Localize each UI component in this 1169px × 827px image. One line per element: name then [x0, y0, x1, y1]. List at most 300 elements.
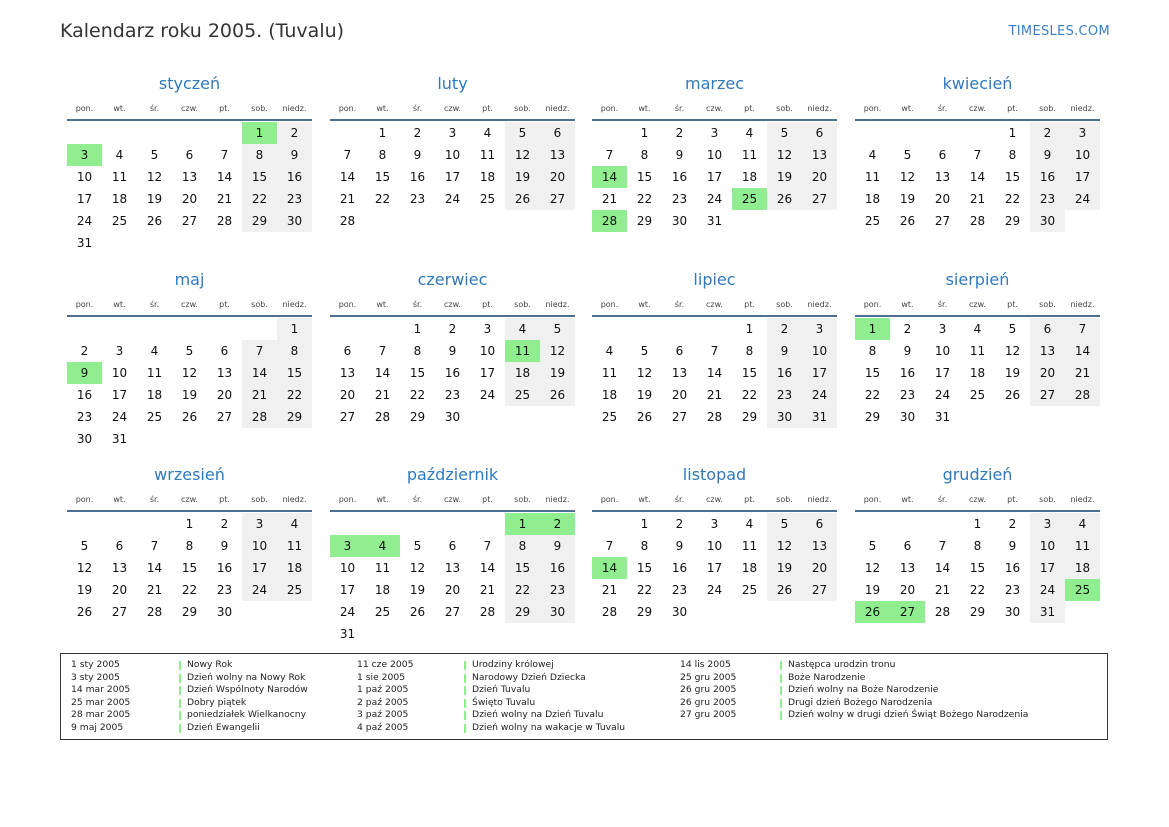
- day-cell: 20: [802, 166, 837, 188]
- holiday-name: Dzień wolny na wakacje w Tuvalu: [472, 721, 626, 733]
- holiday-name: Następca urodzin tronu: [788, 659, 896, 670]
- day-cell: 20: [540, 166, 575, 188]
- day-cell: 23: [444, 388, 461, 402]
- day-cell: 29: [741, 410, 758, 424]
- month-name: wrzesień: [154, 465, 225, 484]
- day-cell: 21: [601, 583, 618, 597]
- month-8: [855, 270, 1100, 470]
- weekday-header: śr.: [149, 495, 160, 504]
- day-cell: 3: [710, 517, 719, 531]
- day-cell: 15: [864, 366, 881, 380]
- legend-row: [71, 659, 351, 672]
- weekday-header: sob.: [1039, 300, 1056, 309]
- weekday-header: sob.: [776, 104, 793, 113]
- day-cell: 23: [76, 410, 93, 424]
- day-cell: 19: [146, 192, 163, 206]
- day-cell: 23: [671, 192, 688, 206]
- day-cell: 30: [1030, 210, 1065, 232]
- day-cell: 7: [710, 344, 719, 358]
- day-cell: 19: [1004, 366, 1021, 380]
- day-cell: 30: [1004, 605, 1021, 619]
- month-name: styczeń: [158, 74, 221, 93]
- day-cell: 25: [277, 579, 312, 601]
- day-cell: 21: [242, 384, 277, 406]
- day-cell: 2: [448, 322, 457, 336]
- day-cell: 25: [601, 410, 618, 424]
- day-cell: 3: [1030, 513, 1065, 535]
- legend-row: [71, 722, 351, 735]
- holiday-date: 2 paź 2005: [357, 696, 409, 708]
- day-cell: 28: [706, 410, 723, 424]
- day-cell: 18: [741, 170, 758, 184]
- day-cell: 23: [409, 192, 426, 206]
- page-title: Kalendarz roku 2005. (Tuvalu): [60, 20, 345, 42]
- holiday-name: Dzień wolny na Dzień Tuvalu: [472, 709, 604, 721]
- day-cell: 6: [220, 344, 229, 358]
- legend-row: [357, 659, 637, 672]
- day-cell: 15: [409, 366, 426, 380]
- day-cell: 2: [80, 344, 89, 358]
- day-cell: 24: [934, 388, 951, 402]
- day-cell: 31: [934, 410, 951, 424]
- day-cell: 13: [339, 366, 356, 380]
- legend-column: [357, 659, 637, 735]
- day-cell: 28: [242, 406, 277, 428]
- day-cell: 19: [767, 557, 802, 579]
- day-cell: 8: [413, 344, 422, 358]
- day-cell: 29: [1004, 214, 1021, 228]
- day-cell: 22: [181, 583, 198, 597]
- weekday-header: pon.: [338, 104, 357, 113]
- day-cell: 24: [339, 605, 356, 619]
- day-cell: 15: [741, 366, 758, 380]
- weekday-header: czw.: [969, 495, 986, 504]
- holiday-day-cell: 26: [855, 601, 890, 623]
- day-cell: 27: [111, 605, 128, 619]
- weekday-header: czw.: [444, 104, 461, 113]
- day-cell: 16: [277, 166, 312, 188]
- day-cell: 10: [111, 366, 128, 380]
- holiday-day-cell: 11: [505, 340, 540, 362]
- day-cell: 5: [540, 318, 575, 340]
- day-cell: 5: [767, 513, 802, 535]
- holiday-day-cell: 3: [67, 144, 102, 166]
- day-cell: 14: [934, 561, 951, 575]
- day-cell: 17: [444, 170, 461, 184]
- day-cell: 29: [864, 410, 881, 424]
- day-cell: 3: [710, 126, 719, 140]
- holiday-marker: [464, 724, 466, 733]
- day-cell: 11: [374, 561, 391, 575]
- day-cell: 6: [448, 539, 457, 553]
- day-cell: 9: [448, 344, 457, 358]
- holiday-name: Urodziny królowej: [472, 659, 554, 670]
- day-cell: 19: [409, 583, 426, 597]
- day-cell: 11: [741, 539, 758, 553]
- weekday-header: śr.: [674, 300, 685, 309]
- day-cell: 31: [339, 627, 356, 641]
- day-cell: 20: [899, 583, 916, 597]
- holiday-name: poniedziałek Wielkanocny: [187, 709, 307, 721]
- holiday-date: 25 mar 2005: [71, 696, 131, 708]
- holiday-name: Dzień wolny na Nowy Rok: [187, 671, 306, 683]
- weekday-header: niedz.: [1070, 300, 1095, 309]
- day-cell: 17: [339, 583, 356, 597]
- day-cell: 2: [1008, 517, 1017, 531]
- day-cell: 16: [1004, 561, 1021, 575]
- day-cell: 4: [745, 517, 754, 531]
- day-cell: 1: [277, 318, 312, 340]
- weekday-header: czw.: [181, 104, 198, 113]
- holiday-marker: [179, 661, 181, 670]
- day-cell: 12: [1004, 344, 1021, 358]
- day-cell: 28: [934, 605, 951, 619]
- day-cell: 29: [636, 605, 653, 619]
- day-cell: 18: [601, 388, 618, 402]
- day-cell: 16: [409, 170, 426, 184]
- day-cell: 26: [146, 214, 163, 228]
- day-cell: 21: [479, 583, 496, 597]
- day-cell: 16: [671, 170, 688, 184]
- day-cell: 29: [181, 605, 198, 619]
- legend-row: [680, 709, 1100, 722]
- day-cell: 28: [969, 214, 986, 228]
- day-cell: 5: [1008, 322, 1017, 336]
- day-cell: 22: [1004, 192, 1021, 206]
- legend-row: [357, 722, 637, 735]
- day-cell: 11: [111, 170, 128, 184]
- day-cell: 20: [802, 557, 837, 579]
- legend-column: [71, 659, 351, 735]
- day-cell: 26: [767, 579, 802, 601]
- day-cell: 15: [969, 561, 986, 575]
- day-cell: 2: [277, 122, 312, 144]
- day-cell: 15: [242, 166, 277, 188]
- day-cell: 13: [111, 561, 128, 575]
- day-cell: 23: [216, 583, 233, 597]
- holiday-day-cell: 14: [592, 166, 627, 188]
- day-cell: 20: [444, 583, 461, 597]
- day-cell: 24: [111, 410, 128, 424]
- day-cell: 24: [802, 384, 837, 406]
- holiday-marker: [464, 699, 466, 708]
- day-cell: 3: [115, 344, 124, 358]
- day-cell: 1: [413, 322, 422, 336]
- weekday-header: śr.: [674, 104, 685, 113]
- weekday-header: pt.: [1007, 300, 1018, 309]
- holiday-name: Dzień wolny na Boże Narodzenie: [788, 684, 939, 696]
- day-cell: 25: [864, 214, 881, 228]
- weekday-header: pon.: [863, 104, 882, 113]
- legend-row: [71, 672, 351, 685]
- weekday-header: pon.: [600, 300, 619, 309]
- day-cell: 21: [934, 583, 951, 597]
- legend-row: [680, 684, 1100, 697]
- day-cell: 1: [745, 322, 754, 336]
- brand-link[interactable]: TIMESLES.COM: [1008, 24, 1110, 39]
- holiday-name: Dzień Wspólnoty Narodów: [187, 684, 308, 696]
- weekday-header: sob.: [251, 104, 268, 113]
- holiday-date: 1 paź 2005: [357, 684, 409, 696]
- day-cell: 25: [969, 388, 986, 402]
- day-cell: 5: [185, 344, 194, 358]
- day-cell: 4: [1065, 513, 1100, 535]
- day-cell: 30: [76, 432, 93, 446]
- month-divider: [67, 510, 312, 512]
- day-cell: 14: [969, 170, 986, 184]
- day-cell: 16: [767, 362, 802, 384]
- weekday-header: czw.: [181, 495, 198, 504]
- day-cell: 3: [448, 126, 457, 140]
- day-cell: 16: [899, 366, 916, 380]
- weekday-header: czw.: [706, 495, 723, 504]
- holiday-date: 9 maj 2005: [71, 721, 124, 733]
- holiday-day-cell: 9: [67, 362, 102, 384]
- holiday-legend: [60, 653, 1108, 740]
- weekday-header: wt.: [376, 300, 389, 309]
- weekday-header: niedz.: [282, 495, 307, 504]
- day-cell: 13: [1030, 340, 1065, 362]
- day-cell: 23: [767, 384, 802, 406]
- day-cell: 25: [741, 583, 758, 597]
- day-cell: 18: [111, 192, 128, 206]
- day-cell: 15: [181, 561, 198, 575]
- legend-row: [71, 684, 351, 697]
- day-cell: 27: [934, 214, 951, 228]
- day-cell: 3: [242, 513, 277, 535]
- day-cell: 28: [479, 605, 496, 619]
- day-cell: 3: [1065, 122, 1100, 144]
- day-cell: 12: [146, 170, 163, 184]
- day-cell: 1: [1008, 126, 1017, 140]
- weekday-header: pt.: [219, 495, 230, 504]
- month-7: [592, 270, 837, 470]
- holiday-name: Nowy Rok: [187, 659, 233, 670]
- holiday-date: 3 sty 2005: [71, 671, 120, 683]
- day-cell: 20: [339, 388, 356, 402]
- day-cell: 7: [343, 148, 352, 162]
- day-cell: 9: [675, 148, 684, 162]
- day-cell: 22: [864, 388, 881, 402]
- day-cell: 24: [444, 192, 461, 206]
- legend-row: [357, 709, 637, 722]
- day-cell: 6: [802, 122, 837, 144]
- day-cell: 27: [181, 214, 198, 228]
- day-cell: 21: [706, 388, 723, 402]
- day-cell: 16: [444, 366, 461, 380]
- weekday-header: pt.: [1007, 495, 1018, 504]
- weekday-header: wt.: [901, 104, 914, 113]
- day-cell: 8: [868, 344, 877, 358]
- weekday-header: śr.: [937, 300, 948, 309]
- day-cell: 31: [802, 406, 837, 428]
- weekday-header: wt.: [376, 104, 389, 113]
- day-cell: 11: [864, 170, 881, 184]
- holiday-date: 25 gru 2005: [680, 671, 737, 683]
- holiday-name: Boże Narodzenie: [788, 671, 866, 683]
- weekday-header: niedz.: [545, 300, 570, 309]
- day-cell: 14: [706, 366, 723, 380]
- day-cell: 13: [802, 144, 837, 166]
- holiday-marker: [464, 661, 466, 670]
- day-cell: 6: [343, 344, 352, 358]
- day-cell: 5: [640, 344, 649, 358]
- holiday-marker: [780, 711, 782, 720]
- holiday-date: 26 gru 2005: [680, 696, 737, 708]
- day-cell: 14: [374, 366, 391, 380]
- day-cell: 10: [934, 344, 951, 358]
- day-cell: 7: [242, 340, 277, 362]
- weekday-header: śr.: [674, 495, 685, 504]
- month-divider: [592, 510, 837, 512]
- month-3: [592, 74, 837, 274]
- holiday-marker: [179, 724, 181, 733]
- day-cell: 17: [706, 170, 723, 184]
- day-cell: 17: [1030, 557, 1065, 579]
- day-cell: 17: [802, 362, 837, 384]
- holiday-date: 14 mar 2005: [71, 684, 131, 696]
- month-divider: [855, 510, 1100, 512]
- holiday-day-cell: 1: [505, 513, 540, 535]
- day-cell: 12: [767, 535, 802, 557]
- weekday-header: niedz.: [545, 104, 570, 113]
- month-divider: [330, 510, 575, 512]
- day-cell: 5: [80, 539, 89, 553]
- holiday-day-cell: 4: [365, 535, 400, 557]
- weekday-header: śr.: [412, 495, 423, 504]
- day-cell: 4: [150, 344, 159, 358]
- day-cell: 17: [706, 561, 723, 575]
- day-cell: 26: [181, 410, 198, 424]
- month-name: maj: [174, 270, 205, 289]
- day-cell: 25: [479, 192, 496, 206]
- weekday-header: niedz.: [1070, 104, 1095, 113]
- day-cell: 27: [444, 605, 461, 619]
- day-cell: 4: [868, 148, 877, 162]
- weekday-header: pon.: [75, 495, 94, 504]
- holiday-name: Dzień Ewangelii: [187, 721, 260, 733]
- day-cell: 20: [111, 583, 128, 597]
- day-cell: 12: [864, 561, 881, 575]
- month-divider: [592, 315, 837, 317]
- day-cell: 24: [706, 583, 723, 597]
- day-cell: 29: [409, 410, 426, 424]
- day-cell: 15: [1004, 170, 1021, 184]
- day-cell: 6: [540, 122, 575, 144]
- holiday-day-cell: 1: [242, 122, 277, 144]
- day-cell: 22: [277, 384, 312, 406]
- day-cell: 7: [973, 148, 982, 162]
- day-cell: 30: [277, 210, 312, 232]
- day-cell: 21: [601, 192, 618, 206]
- day-cell: 19: [636, 388, 653, 402]
- day-cell: 28: [374, 410, 391, 424]
- day-cell: 23: [899, 388, 916, 402]
- day-cell: 22: [969, 583, 986, 597]
- day-cell: 7: [605, 148, 614, 162]
- weekday-header: pon.: [600, 495, 619, 504]
- day-cell: 27: [802, 188, 837, 210]
- legend-row: [71, 697, 351, 710]
- holiday-marker: [179, 711, 181, 720]
- day-cell: 7: [605, 539, 614, 553]
- day-cell: 15: [374, 170, 391, 184]
- weekday-header: pt.: [482, 300, 493, 309]
- holiday-date: 3 paź 2005: [357, 709, 409, 721]
- weekday-header: wt.: [901, 495, 914, 504]
- day-cell: 4: [973, 322, 982, 336]
- day-cell: 15: [636, 561, 653, 575]
- weekday-header: pon.: [338, 300, 357, 309]
- month-4: [855, 74, 1100, 274]
- holiday-marker: [780, 686, 782, 695]
- weekday-header: wt.: [638, 104, 651, 113]
- day-cell: 15: [277, 362, 312, 384]
- day-cell: 3: [802, 318, 837, 340]
- day-cell: 14: [1065, 340, 1100, 362]
- day-cell: 6: [115, 539, 124, 553]
- day-cell: 16: [540, 557, 575, 579]
- day-cell: 21: [146, 583, 163, 597]
- day-cell: 12: [409, 561, 426, 575]
- day-cell: 30: [671, 605, 688, 619]
- weekday-header: pt.: [219, 300, 230, 309]
- legend-row: [680, 659, 1100, 672]
- day-cell: 18: [969, 366, 986, 380]
- month-name: grudzień: [942, 465, 1013, 484]
- day-cell: 3: [938, 322, 947, 336]
- day-cell: 27: [540, 188, 575, 210]
- day-cell: 15: [505, 557, 540, 579]
- weekday-header: śr.: [937, 495, 948, 504]
- day-cell: 4: [277, 513, 312, 535]
- month-10: [330, 465, 575, 665]
- day-cell: 18: [374, 583, 391, 597]
- day-cell: 18: [741, 561, 758, 575]
- day-cell: 17: [242, 557, 277, 579]
- holiday-day-cell: 3: [330, 535, 365, 557]
- day-cell: 26: [767, 188, 802, 210]
- day-cell: 18: [479, 170, 496, 184]
- day-cell: 8: [973, 539, 982, 553]
- day-cell: 29: [277, 406, 312, 428]
- holiday-day-cell: 14: [592, 557, 627, 579]
- weekday-header: czw.: [444, 495, 461, 504]
- day-cell: 14: [339, 170, 356, 184]
- day-cell: 8: [185, 539, 194, 553]
- day-cell: 25: [374, 605, 391, 619]
- weekday-header: pon.: [600, 104, 619, 113]
- weekday-header: niedz.: [545, 495, 570, 504]
- day-cell: 30: [671, 214, 688, 228]
- day-cell: 27: [339, 410, 356, 424]
- day-cell: 18: [277, 557, 312, 579]
- calendar-grid: [67, 74, 1107, 644]
- holiday-day-cell: 28: [592, 210, 627, 232]
- day-cell: 2: [675, 126, 684, 140]
- legend-row: [357, 672, 637, 685]
- day-cell: 18: [505, 362, 540, 384]
- weekday-header: śr.: [149, 300, 160, 309]
- weekday-header: pon.: [863, 495, 882, 504]
- day-cell: 5: [903, 148, 912, 162]
- day-cell: 28: [339, 214, 356, 228]
- weekday-header: niedz.: [282, 104, 307, 113]
- day-cell: 23: [671, 583, 688, 597]
- day-cell: 11: [146, 366, 163, 380]
- day-cell: 7: [1065, 318, 1100, 340]
- weekday-header: sob.: [776, 495, 793, 504]
